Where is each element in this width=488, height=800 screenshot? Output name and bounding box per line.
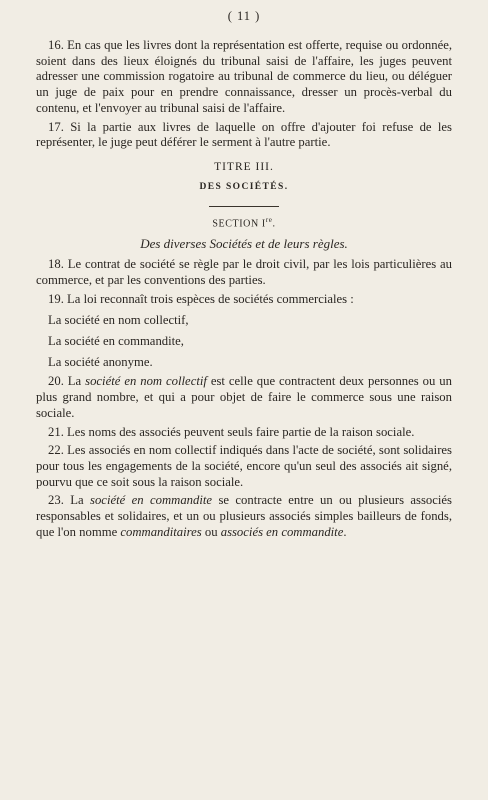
article-19: 19. La loi reconnaît trois espèces de sociétés commerciales : xyxy=(48,291,354,306)
article-17: 17. Si la partie aux livres de laquelle on offre d'ajouter foi refuse de les représenter, le juge peut déférer le serment à l'autre partie. xyxy=(36,119,452,150)
article-16: 16. En cas que les livres dont la représentation est offerte, requise ou ordonnée, soient dans des lieux éloignés du tribunal saisi de l'affaire, les juges peuvent adresser une commission rogatoire au tribunal de commerce du lieu, ou déléguer un juge de paix pour en prendre connaissance, dresser un procès-verbal du contenu, et l'envoyer au tribunal saisi de l'affaire. xyxy=(36,38,452,115)
article-18: 18. Le contrat de société se règle par le droit civil, par les lois particulières au commerce, et par les conventions des parties. xyxy=(36,257,452,287)
section-heading: SECTION Ire. xyxy=(212,215,276,230)
titre-heading: TITRE III. xyxy=(214,160,274,173)
societies-list xyxy=(48,313,452,370)
titre-subheading: DES SOCIÉTÉS. xyxy=(199,181,289,192)
section-label: SECTION I xyxy=(212,218,266,230)
article-23: 23. La société en commandite se contracte entre un ou plusieurs associés responsables et solidaires, et un ou plusieurs associés simples bailleurs de fonds, que l'on nomme commanditaires ou associés en commandite. xyxy=(36,493,452,539)
emphasis: associés en commandite xyxy=(220,524,344,539)
emphasis: commanditaires xyxy=(120,524,202,539)
article-21: 21. Les noms des associés peuvent seuls faire partie de la raison sociale. xyxy=(48,424,415,439)
list-item: La société en nom collectif, xyxy=(48,313,189,328)
page-number: ( 11 ) xyxy=(227,9,261,23)
list-item: La société en commandite, xyxy=(48,334,184,349)
section-divider xyxy=(209,206,279,207)
emphasis: société en nom collectif xyxy=(85,374,207,389)
article-22: 22. Les associés en nom collectif indiqués dans l'acte de société, sont solidaires pour tous les engagements de la société, encore qu'un seul des associés ait signé, pourvu que ce soit sous la raison sociale. xyxy=(36,443,452,489)
article-20: 20. La société en nom collectif est celle que contractent deux personnes ou un plus grand nombre, et qui a pour objet de faire le commerce sous une raison sociale. xyxy=(36,374,452,420)
section-ordinal: re xyxy=(265,215,273,224)
emphasis: société en commandite xyxy=(90,493,213,508)
section-title: Des diverses Sociétés et de leurs règles. xyxy=(140,236,348,252)
list-item: La société anonyme. xyxy=(48,354,153,369)
document-body xyxy=(36,38,452,541)
